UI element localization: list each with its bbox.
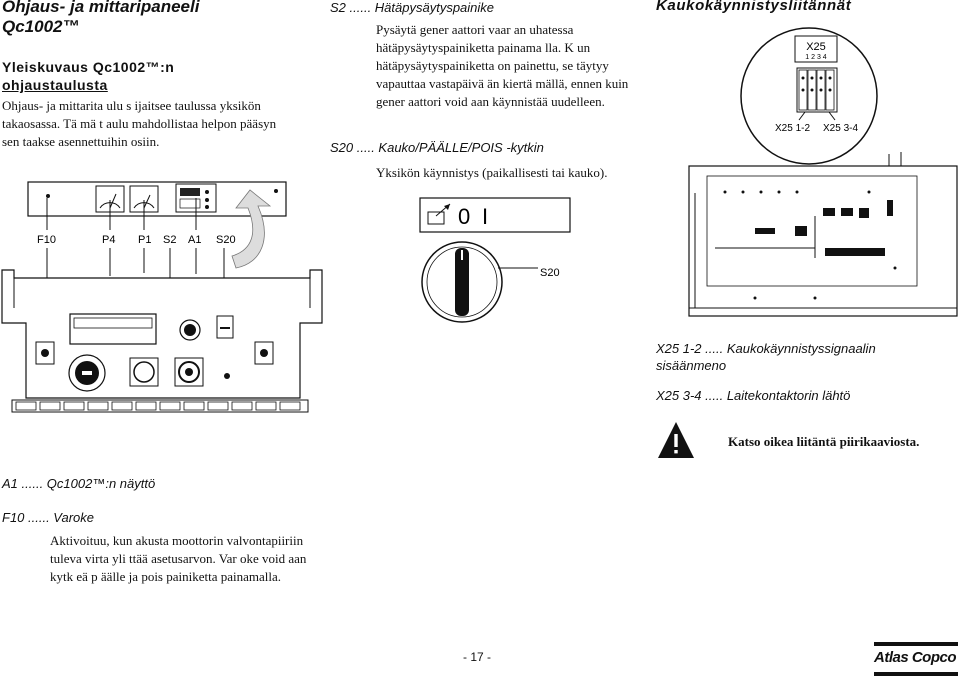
s2-term: S2 ...... Hätäpysäytyspainike (330, 0, 495, 15)
remote-terminal-drawing (655, 18, 960, 343)
s2-description: Pysäytä gener aattori vaar an uhatessa hätäpysäytyspainiketta painama lla. K un hätäpysäytyspainiketta on painettu, se täytyy vapauttaa vastapäivä än kiertä mällä, ennen kuin gener aattori void aan käynnistää uudelleen. (376, 22, 629, 109)
switch-pos-zero: 0 (458, 204, 471, 229)
s20-description: Yksikön käynnistys (paikallisesti tai kauko). (376, 165, 608, 180)
label-p1: P1 (138, 234, 152, 246)
section-heading-line2: ohjaustaulusta (2, 77, 108, 93)
remote-title: Kaukokäynnistysliitännät (656, 0, 852, 14)
label-s2: S2 (163, 234, 177, 246)
s20-switch-drawing (400, 190, 660, 330)
x25-left-label: X25 1-2 (775, 123, 811, 134)
warning-icon (656, 420, 696, 460)
s20-term: S20 ..... Kauko/PÄÄLLE/POIS -kytkin (330, 140, 544, 155)
section-heading-line1: Yleiskuvaus Qc1002™:n (2, 59, 175, 75)
switch-label-s20: S20 (540, 267, 560, 279)
brand-name: Atlas Copco (874, 649, 957, 666)
x25-right-label: X25 3-4 (823, 123, 859, 134)
page-title-model: Qc1002™ (2, 17, 80, 36)
control-panel-drawing (0, 178, 330, 423)
page-number: - 17 - (463, 650, 492, 664)
f10-description: Aktivoituu, kun akusta moottorin valvontapiiriin tuleva virta yli ttää asetusarvon. Var oke void aan kytk eä p äälle ja pois painiketta painamalla. (50, 533, 307, 584)
warning-text: Katso oikea liitäntä piirikaaviosta. (728, 434, 920, 449)
switch-pos-on: I (482, 204, 489, 229)
x25-block-label: X25 (806, 41, 826, 53)
label-s20: S20 (216, 234, 236, 246)
a1-term: A1 ...... Qc1002™:n näyttö (2, 476, 156, 491)
x25-item1-term (656, 340, 924, 374)
label-a1: A1 (188, 234, 202, 246)
x25-pin-numbers: 1 2 3 4 (805, 54, 827, 61)
x25-item1-text: X25 1-2 ..... Kaukokäynnistyssignaalin sisäänmeno (656, 341, 876, 373)
f10-term: F10 ...... Varoke (2, 510, 95, 525)
atlas-copco-logo (874, 642, 958, 676)
page-title: Ohjaus- ja mittaripaneeli (2, 0, 200, 16)
label-p4: P4 (102, 234, 116, 246)
x25-item2-term: X25 3-4 ..... Laitekontaktorin lähtö (656, 388, 851, 403)
label-f10: F10 (37, 234, 56, 246)
intro-paragraph: Ohjaus- ja mittarita ulu s ijaitsee taulussa yksikön takaosassa. Tä mä t aulu mahdollistaa helpon pääsyn sen taakse asennettuihin osiin. (2, 98, 277, 149)
